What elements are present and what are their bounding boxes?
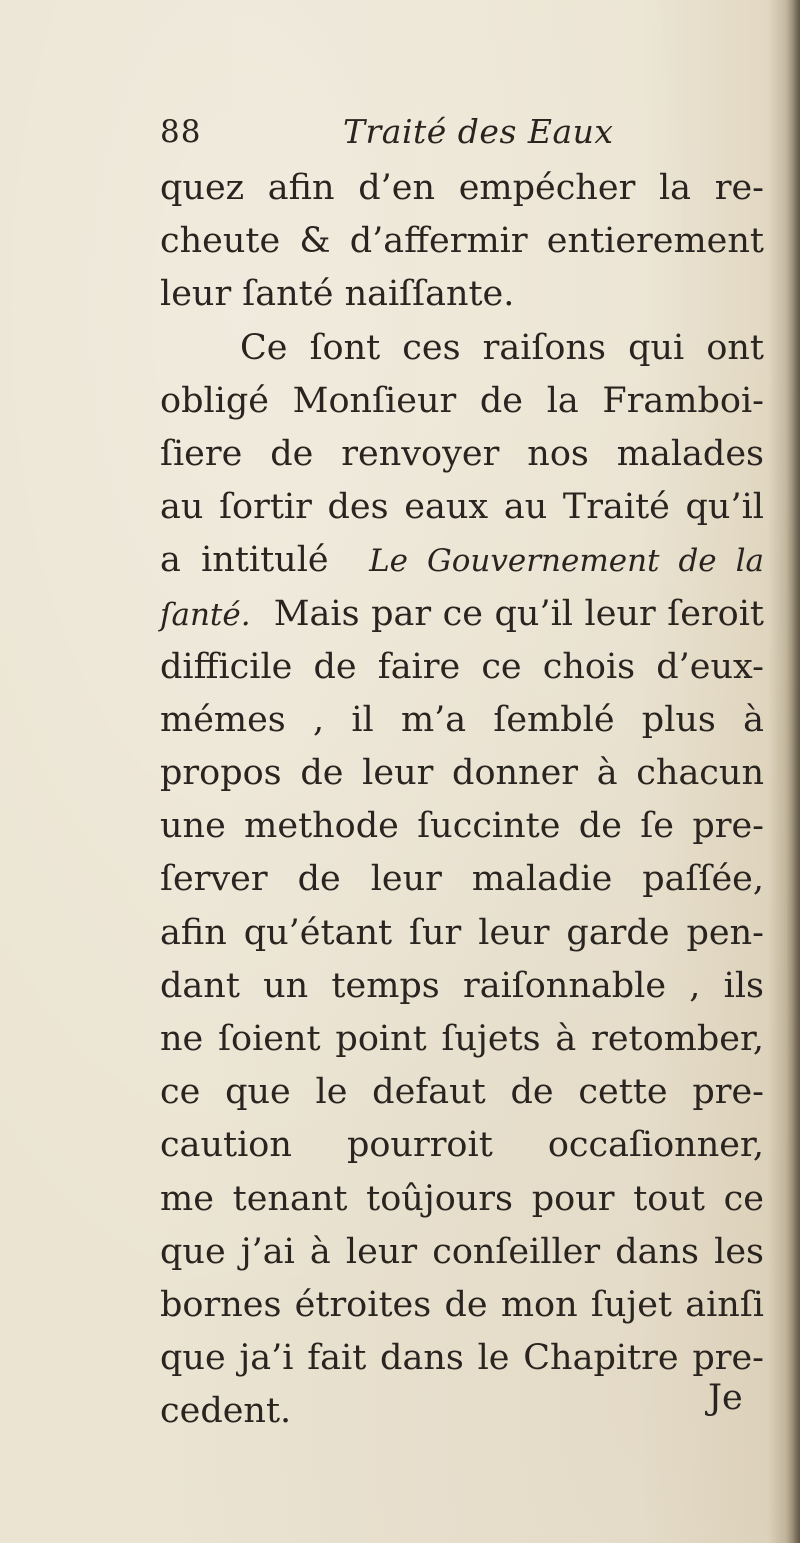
text-line: ce que le defaut de cette pre- bbox=[160, 1072, 764, 1113]
text-line: mémes , il m’a ſemblé plus à bbox=[160, 699, 764, 740]
text-line: quez afin d’en empécher la re- bbox=[160, 168, 764, 208]
text-line: afin qu’étant ſur leur garde pen- bbox=[160, 912, 764, 953]
text-line: cedent. bbox=[160, 1391, 292, 1432]
text-line: difficile de faire ce chois d’eux- bbox=[160, 646, 764, 687]
catchword: Je bbox=[708, 1378, 743, 1418]
book-title-italic: Le Gouvernement de la bbox=[369, 543, 764, 580]
text-line: dant un temps raiſonnable , ils bbox=[160, 965, 764, 1006]
text-line: leur ſanté naiſſante. bbox=[160, 274, 515, 315]
running-title: Traité des Eaux bbox=[343, 112, 614, 151]
text-line: au ſortir des eaux au Traité qu’il bbox=[160, 487, 764, 528]
text-line: Ce ſont ces raiſons qui ont bbox=[240, 327, 764, 368]
text-line: ne ſoient point ſujets à retomber, bbox=[160, 1019, 764, 1059]
text-line: bornes étroites de mon ſujet ainſi bbox=[160, 1284, 764, 1325]
body-text bbox=[160, 162, 764, 1439]
text-line: une methode ſuccinte de ſe pre- bbox=[160, 806, 764, 847]
page-header bbox=[160, 114, 760, 162]
text-line-mixed bbox=[160, 588, 764, 641]
text-line: me tenant toûjours pour tout ce bbox=[160, 1178, 764, 1219]
page-edge-shadow bbox=[786, 0, 800, 1543]
text-line: propos de leur donner à chacun bbox=[160, 753, 764, 794]
text-line: ſerver de leur maladie paſſée, bbox=[160, 859, 764, 900]
book-title-italic-end: ſanté. bbox=[160, 596, 251, 633]
text-roman: a intitulé bbox=[160, 540, 329, 581]
text-line: caution pourroit occaſionner, bbox=[160, 1125, 764, 1166]
page-number: 88 bbox=[160, 114, 202, 150]
text-line-mixed bbox=[160, 534, 764, 587]
text-line: cheute & d’affermir entierement bbox=[160, 221, 764, 262]
text-line: que ja’i fait dans le Chapitre pre- bbox=[160, 1338, 764, 1379]
text-line: que j’ai à leur conſeiller dans les bbox=[160, 1231, 764, 1272]
text-line: obligé Monſieur de la Framboi- bbox=[160, 380, 764, 421]
text-line: ſiere de renvoyer nos malades bbox=[160, 433, 764, 474]
text-roman: Mais par ce qu’il leur ſeroit bbox=[273, 593, 764, 634]
